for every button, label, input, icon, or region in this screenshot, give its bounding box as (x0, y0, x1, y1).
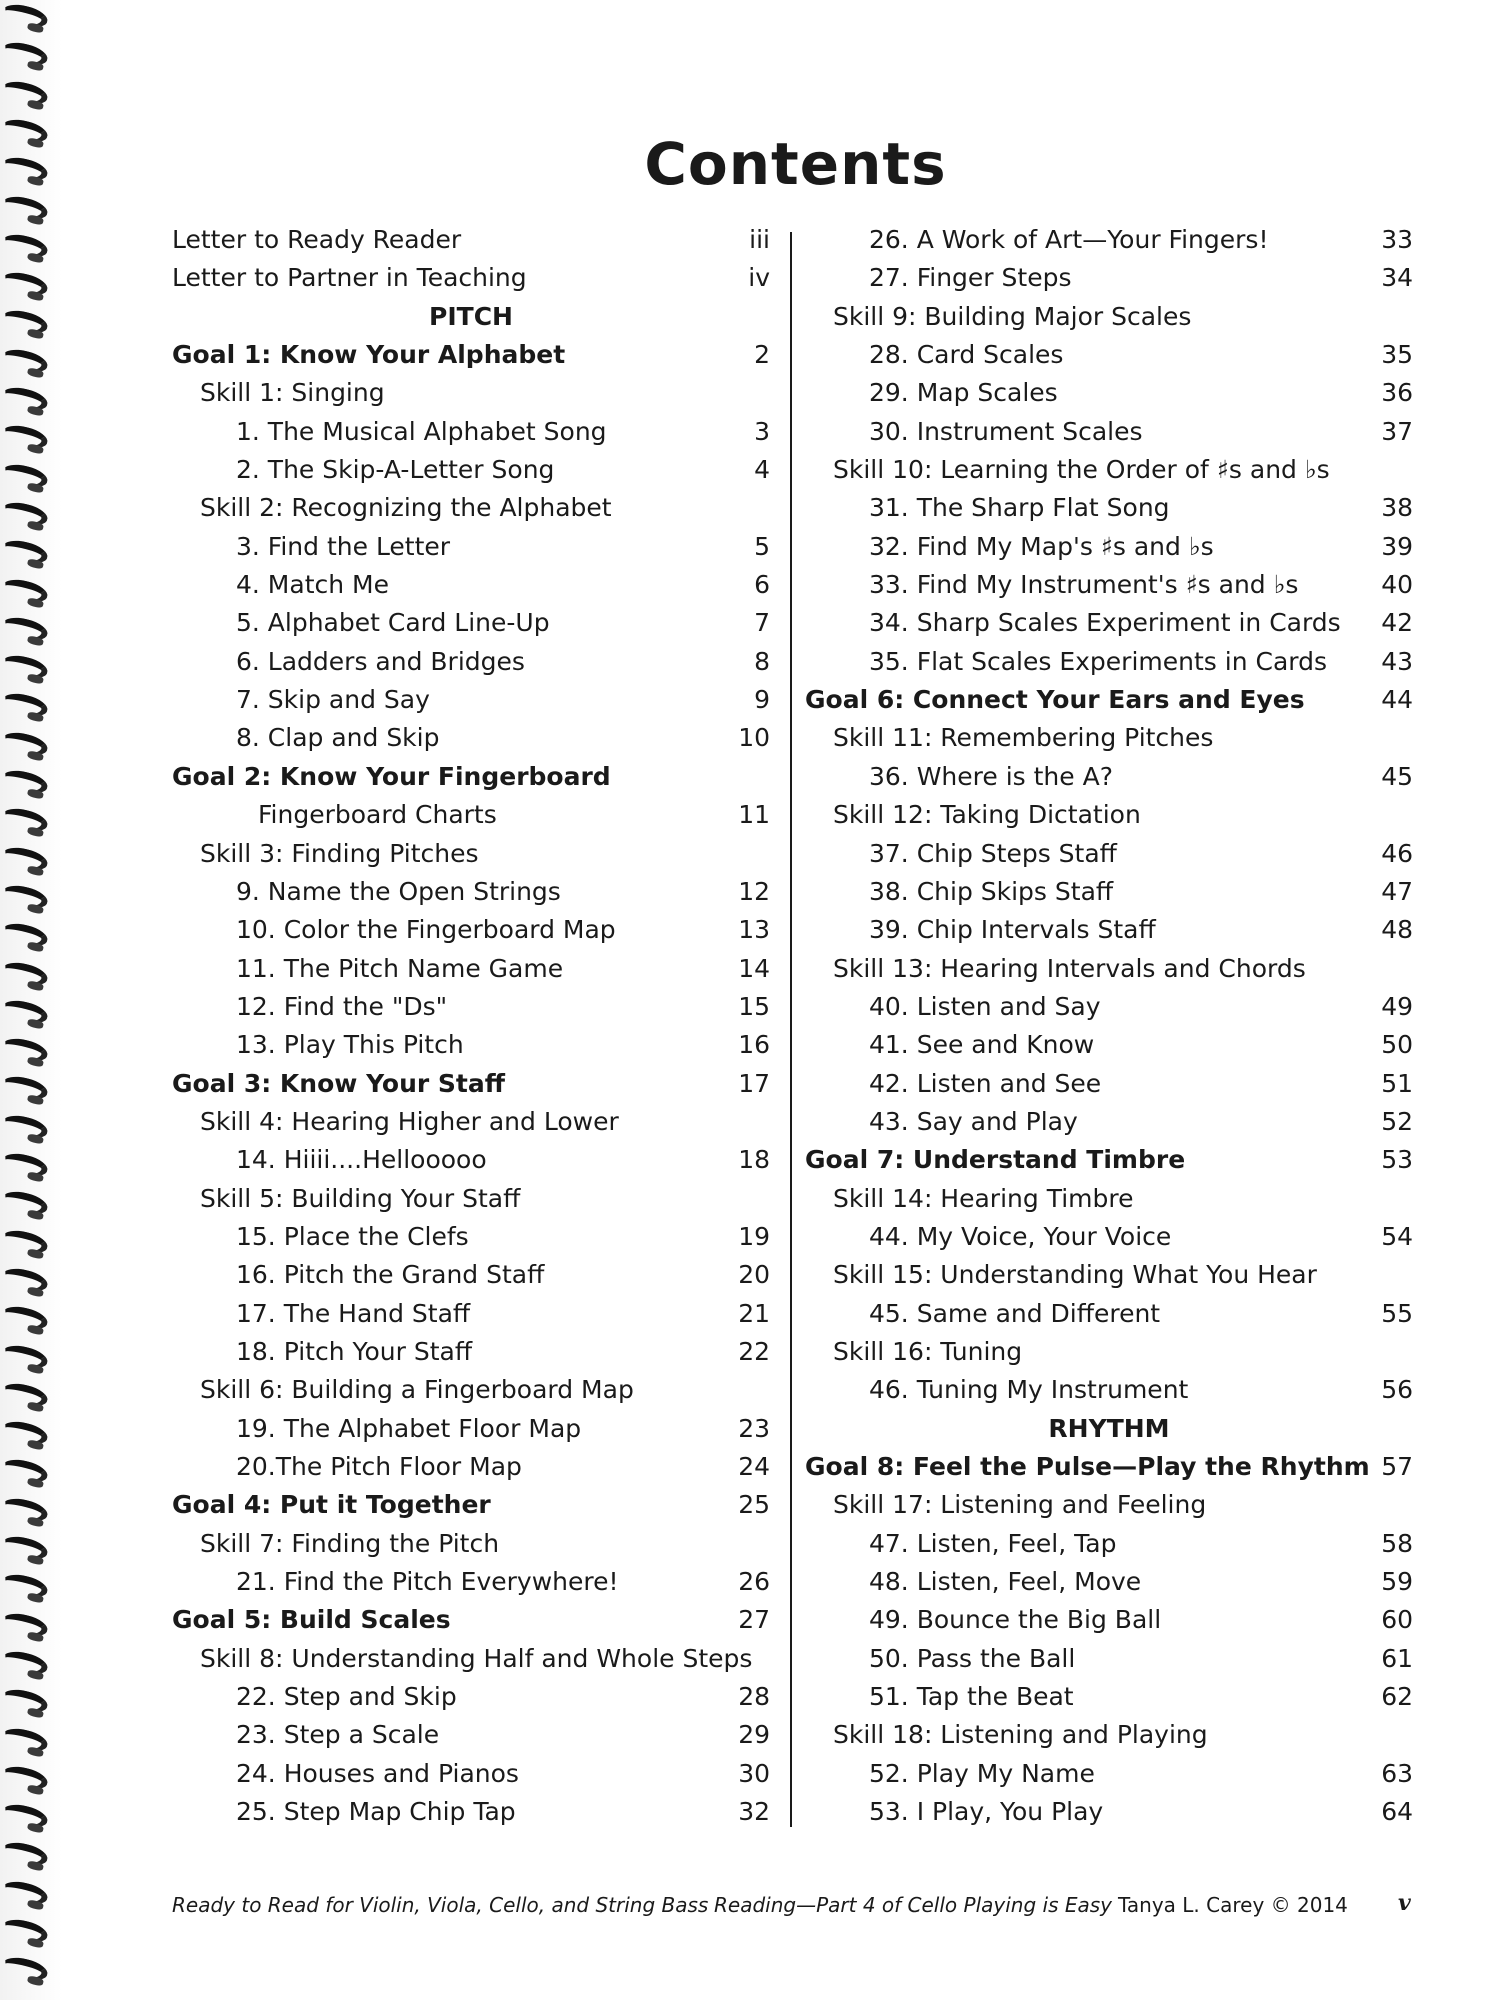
toc-entry-text: 1. The Musical Alphabet Song (236, 416, 607, 446)
spiral-binding (0, 0, 62, 2000)
toc-page-number: 56 (1381, 1375, 1413, 1405)
toc-entry-text: 37. Chip Steps Staff (869, 838, 1117, 868)
toc-entry-text: 23. Step a Scale (236, 1720, 440, 1750)
toc-page-number: 5 (754, 531, 770, 561)
toc-entry (805, 1755, 1413, 1793)
toc-page-number: 37 (1381, 416, 1413, 446)
toc-entry-text: 43. Say and Play (869, 1106, 1078, 1136)
toc-entry-text: 38. Chip Skips Staff (869, 876, 1114, 906)
toc-entry-text: 29. Map Scales (869, 378, 1058, 408)
spiral-coil (0, 614, 49, 645)
toc-entry (805, 1103, 1413, 1141)
toc-page-number: 21 (738, 1298, 770, 1328)
spiral-coil (0, 575, 49, 606)
toc-page-number: 15 (738, 991, 770, 1021)
spiral-coil (0, 690, 49, 721)
toc-entry-text: 15. Place the Clefs (236, 1221, 469, 1251)
toc-page-number: 39 (1381, 531, 1413, 561)
toc-page-number: 57 (1381, 1452, 1413, 1481)
spiral-coil (0, 958, 49, 989)
toc-page-number: 3 (754, 416, 770, 446)
toc-goal (805, 1141, 1413, 1179)
toc-entry-text: Goal 1: Know Your Alphabet (172, 340, 566, 370)
spiral-coil (0, 1763, 49, 1794)
toc-page-number: 40 (1381, 570, 1413, 600)
toc-entry (172, 451, 770, 489)
page-number: v (1398, 1890, 1411, 1916)
toc-entry-text: 11. The Pitch Name Game (236, 953, 564, 983)
toc-entry (172, 413, 770, 451)
toc-page-number: 47 (1381, 876, 1413, 906)
toc-entry-text: 32. Find My Map's ♯s and ♭s (869, 531, 1214, 561)
spiral-coil (0, 767, 49, 798)
spiral-coil (0, 1380, 49, 1411)
column-divider (790, 232, 792, 1827)
toc-page-number: 60 (1381, 1605, 1413, 1635)
toc-entry-text: 8. Clap and Skip (236, 723, 440, 753)
toc-page-number: 4 (754, 455, 770, 485)
toc-entry (805, 1026, 1413, 1064)
toc-entry-text: Goal 2: Know Your Fingerboard (172, 761, 611, 791)
toc-entry-text: 28. Card Scales (869, 340, 1064, 370)
toc-entry (805, 221, 1413, 259)
toc-entry-text: 9. Name the Open Strings (236, 876, 561, 906)
toc-entry-text: 4. Match Me (236, 570, 389, 600)
toc-entry (172, 681, 770, 719)
toc-page-number: 26 (738, 1567, 770, 1597)
spiral-coil (0, 231, 49, 262)
toc-page-number: 35 (1381, 340, 1413, 370)
toc-page-number: 22 (738, 1336, 770, 1366)
spiral-coil (0, 1839, 49, 1870)
toc-entry-text: Skill 10: Learning the Order of ♯s and ♭s (833, 455, 1330, 485)
toc-entry (172, 950, 770, 988)
toc-page-number: iv (748, 263, 770, 293)
spiral-coil (0, 499, 49, 530)
toc-goal (172, 336, 770, 374)
toc-page-number: 16 (738, 1030, 770, 1060)
toc-page-number: 8 (754, 646, 770, 676)
toc-entry-text: Goal 7: Understand Timbre (805, 1145, 1186, 1175)
spiral-coil (0, 307, 49, 338)
toc-entry (172, 528, 770, 566)
toc-entry-text: 5. Alphabet Card Line-Up (236, 608, 550, 638)
spiral-coil (0, 460, 49, 491)
toc-entry (172, 911, 770, 949)
toc-entry-text: 18. Pitch Your Staff (236, 1336, 473, 1366)
toc-entry (172, 1218, 770, 1256)
toc-entry (172, 1141, 770, 1179)
toc-skill (805, 1180, 1413, 1218)
toc-entry (805, 911, 1413, 949)
toc-skill (805, 796, 1413, 834)
toc-page-number: 6 (754, 570, 770, 600)
page-title: Contents (644, 130, 947, 198)
spiral-coil (0, 77, 49, 108)
spiral-coil (0, 997, 49, 1028)
toc-entry (172, 643, 770, 681)
toc-page-number: 24 (738, 1452, 770, 1481)
toc-goal (172, 1601, 770, 1639)
toc-page-number: iii (749, 225, 770, 254)
toc-entry-text: Skill 4: Hearing Higher and Lower (200, 1106, 619, 1136)
toc-entry (172, 1716, 770, 1754)
spiral-coil (0, 728, 49, 759)
toc-page-number: 7 (754, 608, 770, 638)
toc-skill (172, 1640, 770, 1678)
spiral-coil (0, 882, 49, 913)
toc-entry (172, 1295, 770, 1333)
toc-entry (172, 1793, 770, 1831)
toc-goal (805, 681, 1413, 719)
toc-entry (805, 566, 1413, 604)
footer-book-title: Ready to Read for Violin, Viola, Cello, and String Bass (172, 1893, 709, 1917)
toc-entry-text: 21. Find the Pitch Everywhere! (236, 1567, 619, 1597)
toc-page-number: 33 (1381, 225, 1413, 254)
toc-entry (172, 1678, 770, 1716)
toc-entry (805, 988, 1413, 1026)
toc-entry (805, 604, 1413, 642)
toc-page-number: 25 (738, 1490, 770, 1520)
toc-skill (805, 298, 1413, 336)
toc-entry-text: 10. Color the Fingerboard Map (236, 915, 616, 945)
toc-entry (172, 1563, 770, 1601)
toc-entry (172, 1256, 770, 1294)
toc-entry (805, 374, 1413, 412)
toc-entry (172, 221, 770, 259)
toc-page-number: 45 (1381, 761, 1413, 791)
toc-page-number: 42 (1381, 608, 1413, 638)
toc-page-number: 59 (1381, 1567, 1413, 1597)
toc-entry (172, 1410, 770, 1448)
toc-skill (172, 489, 770, 527)
toc-page-number: 38 (1381, 493, 1413, 523)
spiral-coil (0, 920, 49, 951)
toc-page-number: 17 (738, 1068, 770, 1098)
toc-entry (172, 259, 770, 297)
spiral-coil (0, 269, 49, 300)
toc-skill (805, 1716, 1413, 1754)
toc-entry (805, 1563, 1413, 1601)
toc-entry-text: Skill 7: Finding the Pitch (200, 1528, 500, 1558)
toc-skill (805, 1486, 1413, 1524)
spiral-coil (0, 805, 49, 836)
toc-skill (172, 1103, 770, 1141)
toc-entry-text: 13. Play This Pitch (236, 1030, 464, 1060)
toc-entry (172, 988, 770, 1026)
toc-entry-text: Goal 6: Connect Your Ears and Eyes (805, 685, 1305, 715)
spiral-coil (0, 1303, 49, 1334)
toc-page-number: 51 (1381, 1068, 1413, 1098)
toc-entry-text: 26. A Work of Art—Your Fingers! (869, 225, 1269, 254)
toc-page-number: 44 (1381, 685, 1413, 715)
toc-entry (172, 719, 770, 757)
toc-entry (805, 413, 1413, 451)
toc-entry-text: RHYTHM (1048, 1413, 1170, 1443)
toc-entry (805, 1295, 1413, 1333)
toc-entry (805, 528, 1413, 566)
toc-entry-text: 24. Houses and Pianos (236, 1758, 519, 1788)
toc-page-number: 52 (1381, 1106, 1413, 1136)
toc-entry-text: 16. Pitch the Grand Staff (236, 1260, 545, 1290)
spiral-coil (0, 1035, 49, 1066)
toc-entry-text: 40. Listen and Say (869, 991, 1101, 1021)
toc-entry (172, 604, 770, 642)
toc-entry-text: Skill 6: Building a Fingerboard Map (200, 1375, 634, 1405)
toc-skill (805, 950, 1413, 988)
toc-page-number: 46 (1381, 838, 1413, 868)
toc-entry-text: 17. The Hand Staff (236, 1298, 471, 1328)
spiral-coil (0, 1456, 49, 1487)
toc-goal (805, 1448, 1413, 1486)
toc-entry-text: Skill 12: Taking Dictation (833, 800, 1141, 830)
toc-entry-text: Goal 5: Build Scales (172, 1605, 451, 1635)
toc-entry-text: PITCH (429, 301, 513, 331)
toc-entry-text: Skill 15: Understanding What You Hear (833, 1260, 1317, 1290)
toc-page-number: 58 (1381, 1528, 1413, 1558)
toc-skill (172, 374, 770, 412)
spiral-coil (0, 1341, 49, 1372)
spiral-coil (0, 1533, 49, 1564)
spiral-coil (0, 1073, 49, 1104)
toc-page-number: 19 (738, 1221, 770, 1251)
toc-page-number: 54 (1381, 1221, 1413, 1251)
toc-entry (805, 1371, 1413, 1409)
toc-entry (172, 1448, 770, 1486)
toc-entry-text: 53. I Play, You Play (869, 1797, 1104, 1827)
toc-page-number: 61 (1381, 1643, 1413, 1673)
toc-entry-text: 36. Where is the A? (869, 761, 1113, 791)
toc-entry-text: 41. See and Know (869, 1030, 1095, 1060)
toc-entry-text: Skill 16: Tuning (833, 1336, 1023, 1366)
toc-entry-text: Goal 4: Put it Together (172, 1490, 491, 1520)
toc-entry-text: Goal 8: Feel the Pulse—Play the Rhythm (805, 1452, 1370, 1481)
toc-entry-text: 51. Tap the Beat (869, 1682, 1074, 1712)
toc-entry-text: 31. The Sharp Flat Song (869, 493, 1170, 523)
spiral-coil (0, 1418, 49, 1449)
spiral-coil (0, 1188, 49, 1219)
toc-entry (805, 1678, 1413, 1716)
toc-entry-text: Skill 17: Listening and Feeling (833, 1490, 1207, 1520)
toc-entry (172, 1333, 770, 1371)
toc-page-number: 10 (738, 723, 770, 753)
toc-section (805, 1410, 1413, 1448)
toc-page-number: 48 (1381, 915, 1413, 945)
toc-entry-text: 52. Play My Name (869, 1758, 1095, 1788)
toc-entry (805, 1218, 1413, 1256)
toc-entry-text: Fingerboard Charts (258, 800, 497, 830)
toc-skill (172, 1525, 770, 1563)
toc-entry-text: 50. Pass the Ball (869, 1643, 1076, 1673)
toc-entry-text: Skill 13: Hearing Intervals and Chords (833, 953, 1306, 983)
toc-entry (805, 489, 1413, 527)
toc-page-number: 50 (1381, 1030, 1413, 1060)
toc-page-number: 32 (738, 1797, 770, 1827)
toc-skill (172, 1371, 770, 1409)
toc-entry-text: 2. The Skip-A-Letter Song (236, 455, 555, 485)
toc-column-left (172, 221, 770, 1831)
toc-entry (805, 1525, 1413, 1563)
toc-entry-text: 39. Chip Intervals Staff (869, 915, 1156, 945)
toc-entry-text: 45. Same and Different (869, 1298, 1161, 1328)
toc-entry-text: 6. Ladders and Bridges (236, 646, 525, 676)
toc-entry-text: 34. Sharp Scales Experiment in Cards (869, 608, 1341, 638)
toc-entry-text: 27. Finger Steps (869, 263, 1072, 293)
spiral-coil (0, 384, 49, 415)
toc-section (172, 298, 770, 336)
toc-skill (805, 1333, 1413, 1371)
toc-entry-text: 20.The Pitch Floor Map (236, 1452, 522, 1481)
toc-page-number: 53 (1381, 1145, 1413, 1175)
spiral-coil (0, 1, 49, 32)
spiral-coil (0, 1150, 49, 1181)
toc-entry-text: Skill 9: Building Major Scales (833, 301, 1192, 331)
spiral-coil (0, 1265, 49, 1296)
toc-page-number: 63 (1381, 1758, 1413, 1788)
toc-entry (805, 873, 1413, 911)
toc-page-number: 55 (1381, 1298, 1413, 1328)
toc-page-number: 14 (738, 953, 770, 983)
toc-page-number: 36 (1381, 378, 1413, 408)
spiral-coil (0, 1494, 49, 1525)
toc-entry (805, 259, 1413, 297)
toc-page-number: 23 (738, 1413, 770, 1443)
toc-page-number: 13 (738, 915, 770, 945)
toc-entry-text: Letter to Ready Reader (172, 225, 462, 254)
toc-column-right (805, 221, 1413, 1831)
toc-entry (805, 1065, 1413, 1103)
toc-page-number: 34 (1381, 263, 1413, 293)
toc-entry-text: 19. The Alphabet Floor Map (236, 1413, 582, 1443)
toc-entry-text: 44. My Voice, Your Voice (869, 1221, 1172, 1251)
toc-entry-text: 49. Bounce the Big Ball (869, 1605, 1162, 1635)
toc-entry-text: 48. Listen, Feel, Move (869, 1567, 1142, 1597)
spiral-coil (0, 1226, 49, 1257)
toc-skill (805, 719, 1413, 757)
toc-entry-text: Skill 18: Listening and Playing (833, 1720, 1208, 1750)
spiral-coil (0, 345, 49, 376)
toc-entry-text: Skill 2: Recognizing the Alphabet (200, 493, 612, 523)
toc-entry (805, 1793, 1413, 1831)
spiral-coil (0, 537, 49, 568)
footer-series: Reading—Part 4 of Cello Playing is Easy (714, 1893, 1112, 1917)
toc-page-number: 64 (1381, 1797, 1413, 1827)
toc-entry-text: Letter to Partner in Teaching (172, 263, 527, 293)
toc-page-number: 49 (1381, 991, 1413, 1021)
toc-page-number: 28 (738, 1682, 770, 1712)
spiral-coil (0, 1916, 49, 1947)
toc-page-number: 27 (738, 1605, 770, 1635)
toc-page-number: 12 (738, 876, 770, 906)
spiral-coil (0, 1609, 49, 1640)
toc-entry-text: 3. Find the Letter (236, 531, 451, 561)
toc-goal (172, 1486, 770, 1524)
toc-entry-text: Skill 14: Hearing Timbre (833, 1183, 1134, 1213)
toc-entry-text: 46. Tuning My Instrument (869, 1375, 1189, 1405)
toc-entry-text: 33. Find My Instrument's ♯s and ♭s (869, 570, 1299, 600)
toc-entry-text: 47. Listen, Feel, Tap (869, 1528, 1117, 1558)
toc-entry (805, 835, 1413, 873)
toc-goal (172, 758, 770, 796)
toc-entry (172, 796, 770, 834)
footer-author: Tanya L. Carey © 2014 (1118, 1893, 1348, 1917)
spiral-coil (0, 422, 49, 453)
spiral-coil (0, 1801, 49, 1832)
toc-entry (172, 1755, 770, 1793)
toc-entry (805, 336, 1413, 374)
toc-entry-text: 42. Listen and See (869, 1068, 1102, 1098)
toc-page-number: 30 (738, 1758, 770, 1788)
toc-page-number: 9 (754, 685, 770, 715)
spiral-coil (0, 1877, 49, 1908)
toc-entry (805, 643, 1413, 681)
toc-entry-text: 25. Step Map Chip Tap (236, 1797, 516, 1827)
toc-entry-text: Skill 3: Finding Pitches (200, 838, 479, 868)
toc-entry-text: Skill 5: Building Your Staff (200, 1183, 521, 1213)
toc-page-number: 43 (1381, 646, 1413, 676)
toc-entry-text: 30. Instrument Scales (869, 416, 1143, 446)
toc-page-number: 29 (738, 1720, 770, 1750)
toc-entry-text: 14. Hiiii....Hellooooo (236, 1145, 487, 1175)
toc-entry-text: Skill 11: Remembering Pitches (833, 723, 1214, 753)
toc-skill (805, 451, 1413, 489)
toc-entry-text: 12. Find the "Ds" (236, 991, 448, 1021)
toc-entry-text: Goal 3: Know Your Staff (172, 1068, 505, 1098)
toc-skill (805, 1256, 1413, 1294)
toc-page-number: 11 (738, 800, 770, 830)
toc-skill (172, 1180, 770, 1218)
spiral-coil (0, 1724, 49, 1755)
toc-goal (172, 1065, 770, 1103)
toc-entry-text: 7. Skip and Say (236, 685, 430, 715)
toc-entry-text: 22. Step and Skip (236, 1682, 457, 1712)
spiral-coil (0, 39, 49, 70)
spiral-coil (0, 1686, 49, 1717)
toc-page-number: 18 (738, 1145, 770, 1175)
spiral-coil (0, 1954, 49, 1985)
toc-entry (172, 873, 770, 911)
spiral-coil (0, 1571, 49, 1602)
toc-skill (172, 835, 770, 873)
toc-entry (805, 1601, 1413, 1639)
spiral-coil (0, 843, 49, 874)
toc-entry-text: Skill 1: Singing (200, 378, 385, 408)
toc-page-number: 62 (1381, 1682, 1413, 1712)
toc-page-number: 2 (754, 340, 770, 370)
toc-entry-text: 35. Flat Scales Experiments in Cards (869, 646, 1327, 676)
toc-entry (172, 1026, 770, 1064)
toc-entry (805, 758, 1413, 796)
toc-entry (172, 566, 770, 604)
toc-entry-text: Skill 8: Understanding Half and Whole Steps (200, 1643, 753, 1673)
spiral-coil (0, 1648, 49, 1679)
toc-page-number: 20 (738, 1260, 770, 1290)
toc-entry (805, 1640, 1413, 1678)
spiral-coil (0, 652, 49, 683)
spiral-coil (0, 1111, 49, 1142)
